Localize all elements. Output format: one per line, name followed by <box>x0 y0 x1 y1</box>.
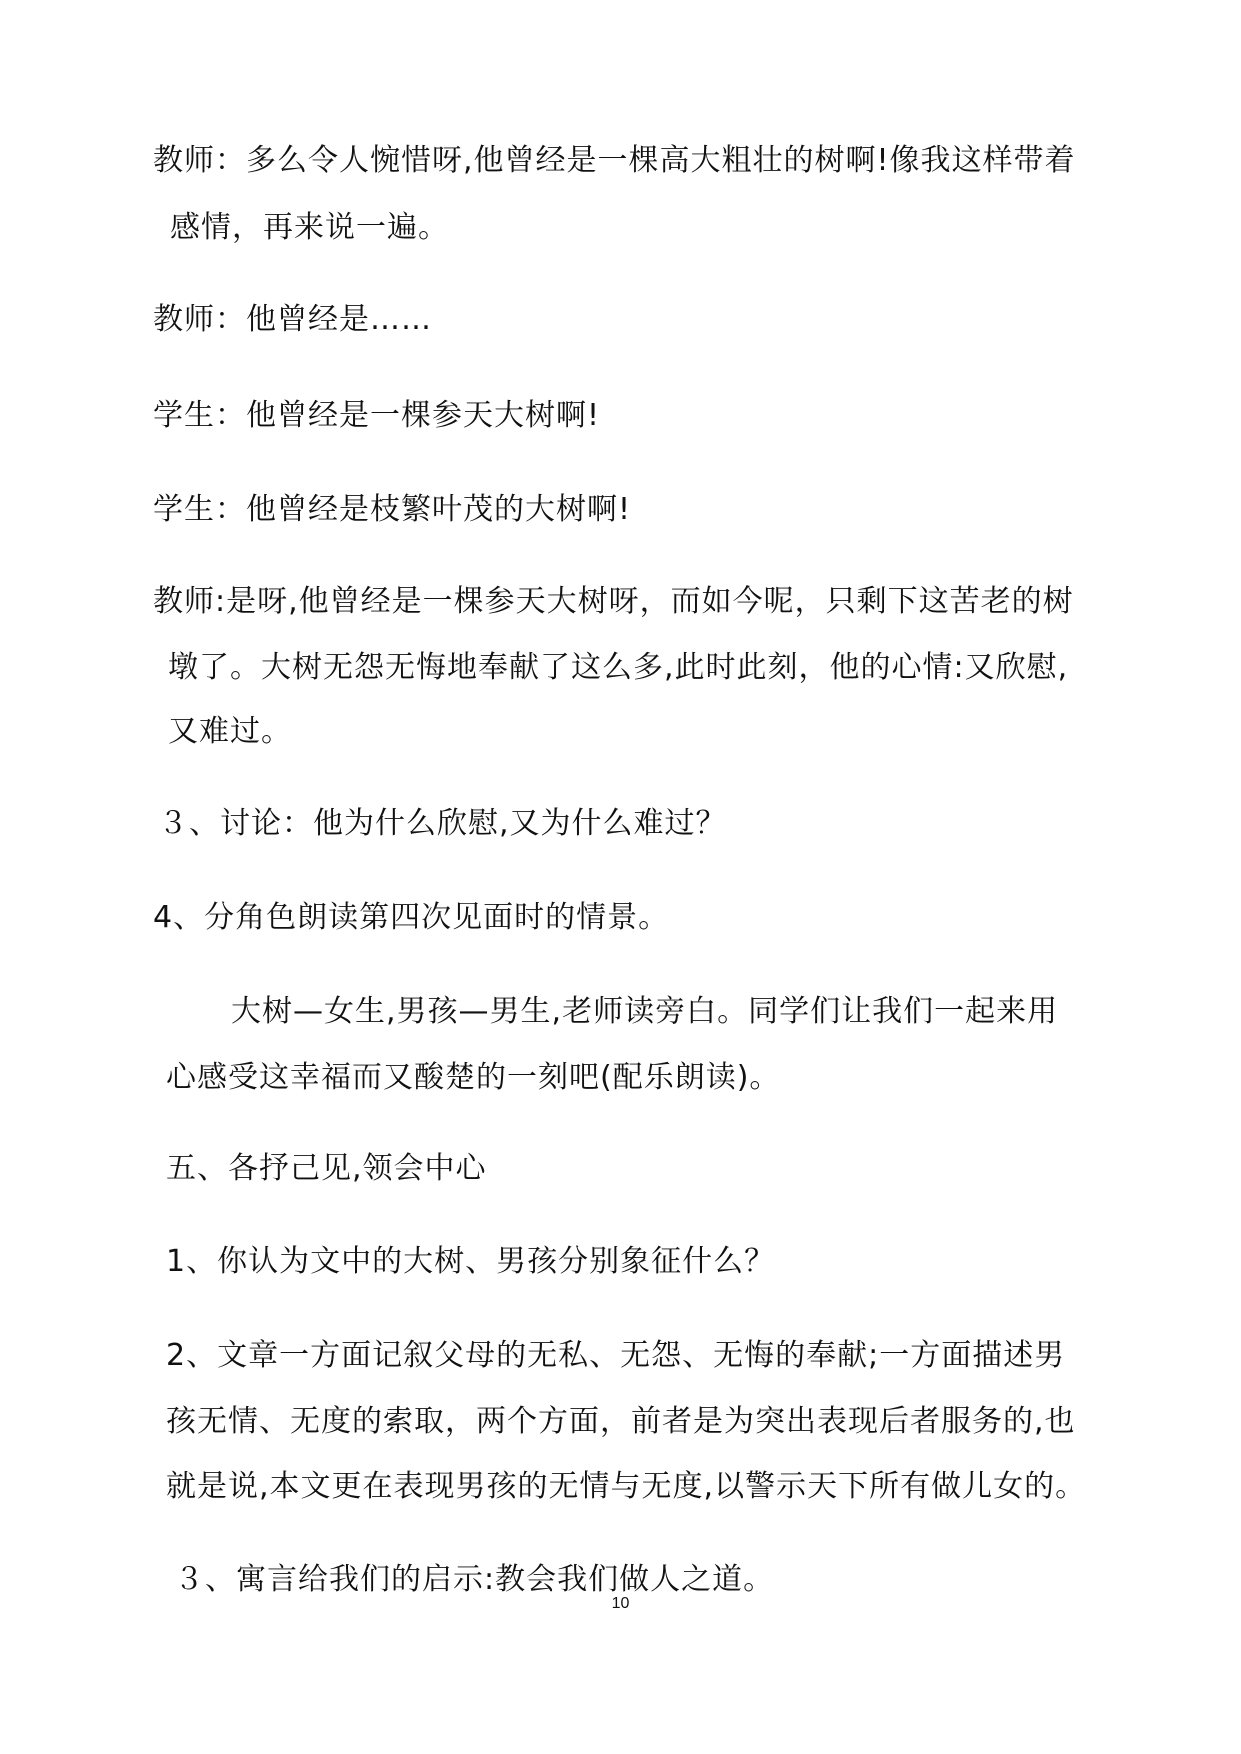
text-line-16: 孩无情、无度的索取，两个方面，前者是为突出表现后者服务的,也 <box>166 1404 1076 1439</box>
text-line-6: 教师:是呀,他曾经是一棵参天大树呀，而如今呢，只剩下这苦老的树 <box>153 584 1074 619</box>
text-line-9: ３、讨论：他为什么欣慰,又为什么难过？ <box>158 806 727 841</box>
text-line-11: 大树—女生,男孩—男生,老师读旁白。同学们让我们一起来用 <box>231 994 1059 1029</box>
text-line-15: 2、文章一方面记叙父母的无私、无怨、无悔的奉献;一方面描述男 <box>166 1338 1066 1373</box>
text-line-2: 感情，再来说一遍。 <box>170 210 449 245</box>
text-line-10: 4、分角色朗读第四次见面时的情景。 <box>153 900 670 935</box>
text-line-7: 墩了。大树无怨无悔地奉献了这么多,此时此刻，他的心情:又欣慰, <box>168 650 1069 685</box>
text-line-12: 心感受这幸福而又酸楚的一刻吧(配乐朗读)。 <box>166 1060 781 1095</box>
page-number: 10 <box>611 1595 630 1612</box>
text-line-4: 学生：他曾经是一棵参天大树啊! <box>153 398 601 433</box>
text-line-5: 学生：他曾经是枝繁叶茂的大树啊! <box>153 492 632 527</box>
text-line-18: ３、寓言给我们的启示:教会我们做人之道。 <box>174 1562 775 1597</box>
text-line-3: 教师：他曾经是…… <box>153 302 432 337</box>
text-line-17: 就是说,本文更在表现男孩的无情与无度,以警示天下所有做儿女的。 <box>166 1469 1087 1504</box>
text-line-13: 五、各抒己见,领会中心 <box>166 1151 487 1186</box>
text-line-1: 教师：多么令人惋惜呀,他曾经是一棵高大粗壮的树啊!像我这样带着 <box>153 143 1076 178</box>
text-line-8: 又难过。 <box>168 714 292 749</box>
text-line-14: 1、你认为文中的大树、男孩分别象征什么？ <box>166 1244 776 1279</box>
